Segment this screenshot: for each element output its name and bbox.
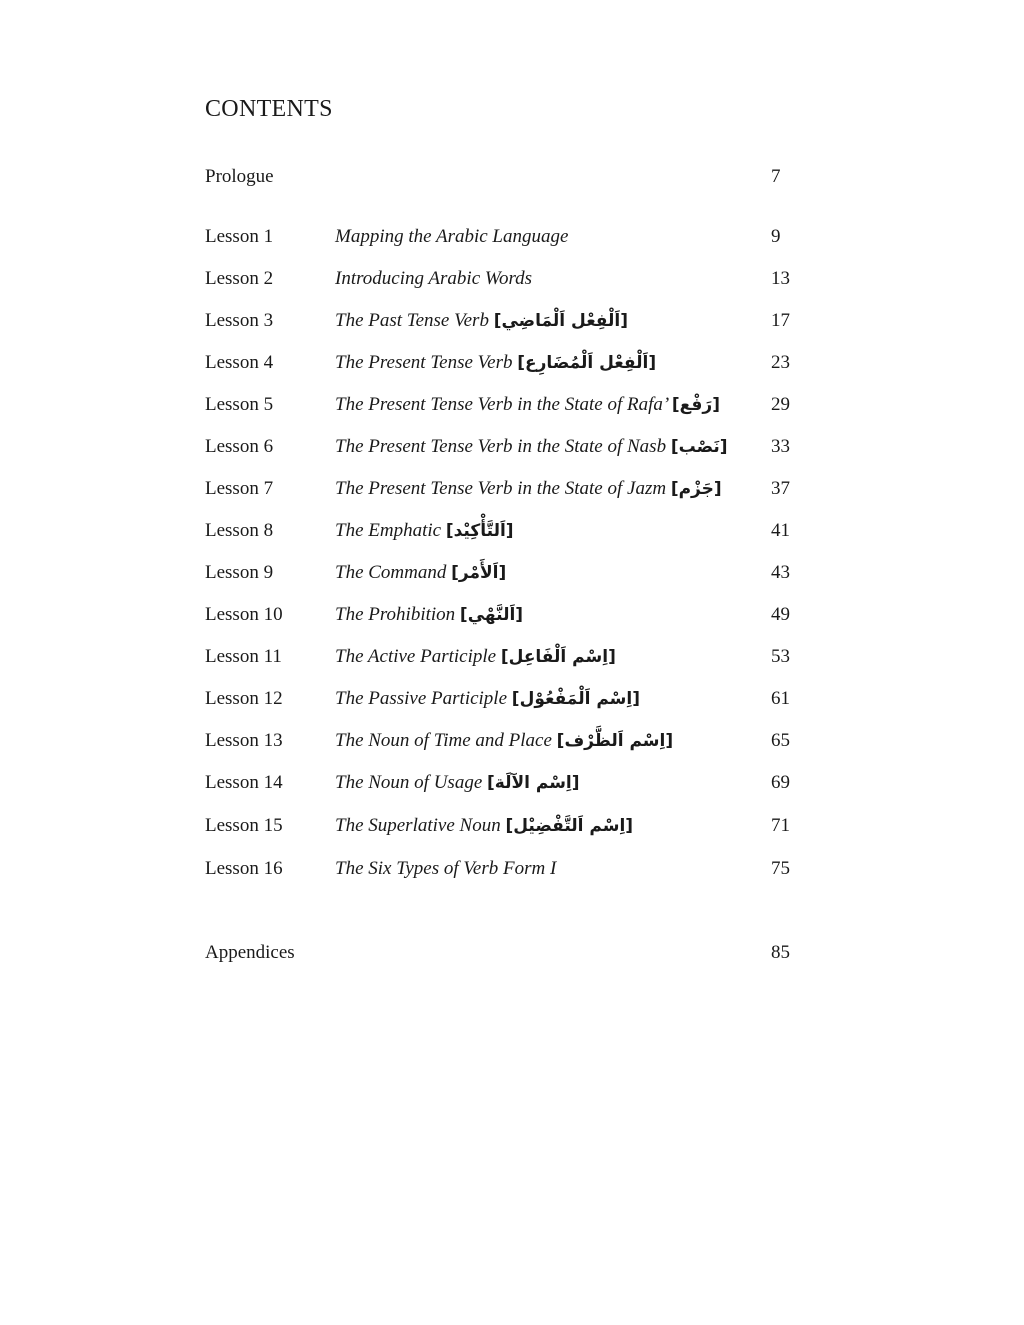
toc-page-number: 53	[771, 646, 790, 667]
toc-title-text: Mapping the Arabic Language	[335, 226, 569, 247]
toc-page-number: 49	[771, 604, 790, 625]
toc-title	[335, 516, 514, 546]
toc-title-text: The Present Tense Verb in the State of Nasb	[335, 436, 667, 457]
toc-label: Lesson 5	[205, 394, 274, 415]
toc-arabic-term: [اَلأَمْر]	[451, 563, 507, 583]
toc-page-number: 33	[771, 436, 790, 457]
toc-title	[335, 558, 506, 588]
toc-title-text: Introducing Arabic Words	[335, 268, 533, 289]
toc-label: Lesson 13	[205, 730, 283, 751]
page-title: CONTENTS	[205, 96, 333, 122]
toc-label: Lesson 11	[205, 646, 282, 667]
toc-row-lesson-6[interactable]	[205, 432, 805, 462]
toc-title-text: The Present Tense Verb in the State of Jazm	[335, 478, 667, 499]
toc-title	[335, 348, 656, 378]
toc-title	[335, 854, 556, 884]
toc-page-number: 65	[771, 730, 790, 751]
toc-row-appendices[interactable]	[205, 938, 805, 968]
toc-label: Lesson 9	[205, 562, 274, 583]
toc-title	[335, 474, 722, 504]
toc-label: Lesson 15	[205, 815, 283, 836]
toc-page-number: 29	[771, 394, 790, 415]
toc-page-number: 37	[771, 478, 790, 499]
toc-title	[335, 811, 633, 841]
toc-arabic-term: [اَلْفِعْل اَلْمُضَارِع]	[517, 353, 657, 373]
toc-page-number: 41	[771, 520, 790, 541]
toc-label: Prologue	[205, 166, 274, 187]
toc-arabic-term: [رَفْع]	[671, 395, 720, 415]
toc-arabic-term: [اَلْفِعْل اَلْمَاضِي]	[493, 311, 629, 331]
toc-label: Lesson 2	[205, 268, 274, 289]
toc-title-text: The Emphatic	[335, 520, 442, 541]
toc-label: Lesson 3	[205, 310, 274, 331]
toc-page-number: 43	[771, 562, 790, 583]
toc-row-lesson-7[interactable]	[205, 474, 805, 504]
toc-label: Lesson 12	[205, 688, 283, 709]
toc-title-text: The Noun of Time and Place	[335, 730, 552, 751]
toc-page-number: 61	[771, 688, 790, 709]
toc-page-number: 17	[771, 310, 790, 331]
toc-row-lesson-14[interactable]	[205, 768, 805, 798]
toc-title-text: The Past Tense Verb	[335, 310, 489, 331]
toc-page-number: 69	[771, 772, 790, 793]
toc-row-lesson-2[interactable]	[205, 264, 805, 294]
toc-title	[335, 600, 523, 630]
toc-row-lesson-9[interactable]	[205, 558, 805, 588]
toc-row-lesson-4[interactable]	[205, 348, 805, 378]
toc-label: Lesson 6	[205, 436, 274, 457]
toc-title-text: The Command	[335, 562, 447, 583]
toc-title	[335, 390, 720, 420]
toc-row-lesson-8[interactable]	[205, 516, 805, 546]
toc-title-text: The Present Tense Verb in the State of Rafa’	[335, 394, 668, 415]
toc-title-text: The Six Types of Verb Form I	[335, 858, 557, 879]
toc-arabic-term: [جَزْم]	[670, 479, 722, 499]
toc-row-prologue[interactable]	[205, 162, 805, 192]
toc-page-number: 9	[771, 226, 781, 247]
toc-arabic-term: [اَلتَّأْكِيْد]	[445, 521, 514, 541]
toc-title	[335, 768, 580, 798]
toc-arabic-term: [اِسْم الآلَة]	[487, 773, 580, 793]
toc-label: Appendices	[205, 942, 295, 963]
toc-title	[335, 642, 616, 672]
toc-arabic-term: [اِسْم اَلْفَاعِل]	[500, 647, 616, 667]
toc-title	[335, 306, 628, 336]
toc-title-text: The Present Tense Verb	[335, 352, 513, 373]
toc-arabic-term: [اِسْم اَلظَّرْف]	[556, 731, 674, 751]
toc-arabic-term: [نَصْب]	[670, 437, 728, 457]
toc-page-number: 13	[771, 268, 790, 289]
toc-label: Lesson 1	[205, 226, 274, 247]
toc-row-lesson-12[interactable]	[205, 684, 805, 714]
toc-title	[335, 264, 532, 294]
toc-label: Lesson 10	[205, 604, 283, 625]
toc-label: Lesson 4	[205, 352, 274, 373]
toc-page-number: 75	[771, 858, 790, 879]
toc-row-lesson-15[interactable]	[205, 811, 805, 841]
toc-label: Lesson 8	[205, 520, 274, 541]
toc-row-lesson-16[interactable]	[205, 854, 805, 884]
toc-title-text: The Active Participle	[335, 646, 497, 667]
toc-title-text: The Superlative Noun	[335, 815, 501, 836]
toc-page-number: 7	[771, 166, 781, 187]
toc-label: Lesson 16	[205, 858, 283, 879]
toc-page-number: 85	[771, 942, 790, 963]
toc-row-lesson-5[interactable]	[205, 390, 805, 420]
toc-label: Lesson 7	[205, 478, 274, 499]
toc-title	[335, 432, 728, 462]
toc-row-lesson-1[interactable]	[205, 222, 805, 252]
toc-arabic-term: [اِسْم اَلْمَفْعُوْل]	[511, 689, 640, 709]
toc-row-lesson-3[interactable]	[205, 306, 805, 336]
toc-page-number: 23	[771, 352, 790, 373]
toc-title-text: The Prohibition	[335, 604, 456, 625]
toc-arabic-term: [اَلنَّهْي]	[459, 605, 524, 625]
toc-page-number: 71	[771, 815, 790, 836]
toc-title-text: The Passive Participle	[335, 688, 508, 709]
toc-title	[335, 222, 568, 252]
toc-title	[335, 684, 640, 714]
toc-row-lesson-13[interactable]	[205, 726, 805, 756]
toc-label: Lesson 14	[205, 772, 283, 793]
toc-title-text: The Noun of Usage	[335, 772, 483, 793]
toc-row-lesson-11[interactable]	[205, 642, 805, 672]
toc-row-lesson-10[interactable]	[205, 600, 805, 630]
toc-title	[335, 726, 673, 756]
toc-arabic-term: [اِسْم اَلتَّفْضِيْل]	[505, 816, 634, 836]
